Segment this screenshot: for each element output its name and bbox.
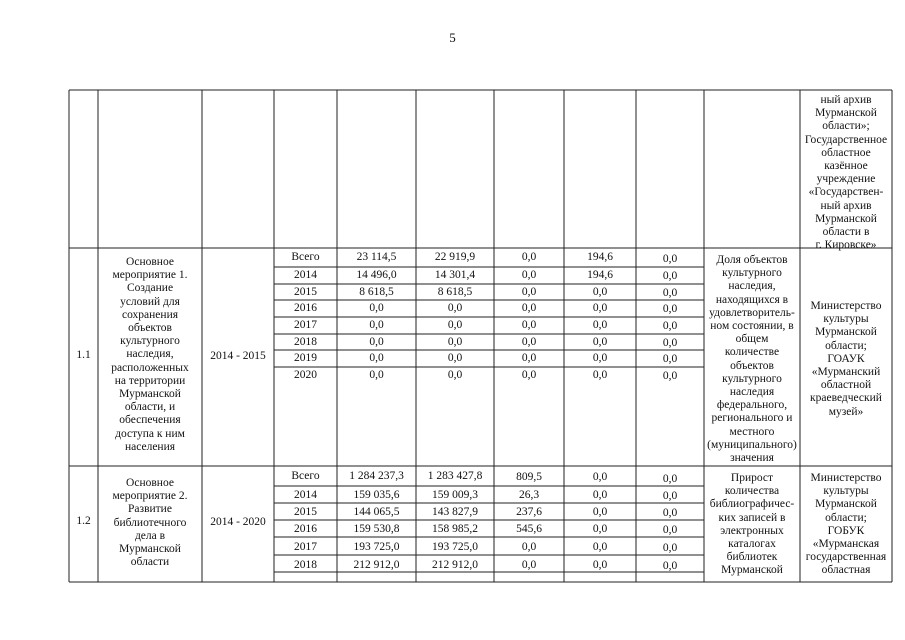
cell-regional: 1 283 427,8 bbox=[427, 470, 483, 482]
cell-local: 0,0 bbox=[592, 319, 608, 331]
cell-regional: 0,0 bbox=[447, 352, 463, 364]
cell-regional: 0,0 bbox=[447, 369, 463, 381]
row-year: 2015 bbox=[294, 286, 317, 298]
cell-regional: 159 009,3 bbox=[432, 489, 478, 501]
cell-other: 0,0 bbox=[662, 473, 678, 485]
cell-federal: 237,6 bbox=[516, 506, 542, 518]
activity-number: 1.2 bbox=[76, 515, 91, 527]
cell-regional: 8 618,5 bbox=[437, 286, 473, 298]
row-year: 2017 bbox=[294, 541, 317, 553]
cell-total: 159 035,6 bbox=[353, 489, 400, 501]
cell-other: 0,0 bbox=[662, 253, 678, 265]
cell-other: 0,0 bbox=[662, 490, 678, 502]
cell-local: 0,0 bbox=[592, 336, 608, 348]
cell-local: 0,0 bbox=[592, 286, 608, 298]
page-number: 5 bbox=[449, 30, 456, 45]
cell-total: 23 114,5 bbox=[356, 251, 397, 263]
cell-other: 0,0 bbox=[662, 303, 678, 315]
cell-federal: 545,6 bbox=[516, 523, 542, 535]
cell-other: 0,0 bbox=[662, 287, 678, 299]
cell-local: 0,0 bbox=[592, 541, 608, 553]
cell-regional: 0,0 bbox=[447, 336, 463, 348]
cell-other: 0,0 bbox=[662, 524, 678, 536]
cell-regional: 158 985,2 bbox=[432, 523, 478, 535]
cell-federal: 0,0 bbox=[521, 541, 537, 553]
cell-total: 0,0 bbox=[369, 302, 384, 314]
activity-period: 2014 - 2015 bbox=[210, 350, 266, 362]
activity-name: Основное мероприятие 2. Развитие библиотечного дела в Мурманской области bbox=[112, 477, 188, 569]
cell-federal: 0,0 bbox=[521, 559, 537, 571]
cell-federal: 0,0 bbox=[521, 251, 537, 263]
row-year: 2018 bbox=[294, 559, 317, 571]
cell-other: 0,0 bbox=[662, 270, 678, 282]
cell-other: 0,0 bbox=[662, 320, 678, 332]
cell-total: 144 065,5 bbox=[353, 506, 400, 518]
cell-local: 0,0 bbox=[592, 471, 608, 483]
cell-other: 0,0 bbox=[662, 507, 678, 519]
cell-federal: 0,0 bbox=[521, 319, 537, 331]
row-year: Всего bbox=[291, 470, 320, 482]
row-year: Всего bbox=[291, 251, 320, 263]
cell-local: 0,0 bbox=[592, 302, 608, 314]
cell-local: 0,0 bbox=[592, 369, 608, 381]
cell-local: 0,0 bbox=[592, 489, 608, 501]
row-year: 2016 bbox=[294, 302, 317, 314]
cell-federal: 809,5 bbox=[516, 471, 542, 483]
row-year: 2016 bbox=[294, 523, 317, 535]
cell-total: 0,0 bbox=[369, 319, 384, 331]
cell-local: 194,6 bbox=[587, 269, 613, 281]
row-year: 2014 bbox=[294, 269, 317, 281]
activity-name: Основное мероприятие 1. Создание условий для сохранения объектов культурного наследия, расположенных на территории Мурманской области, и обеспечения доступа к ним населения bbox=[111, 256, 189, 453]
cell-other: 0,0 bbox=[662, 560, 678, 572]
row-year: 2017 bbox=[294, 319, 317, 331]
cell-regional: 143 827,9 bbox=[432, 506, 478, 518]
cell-total: 14 496,0 bbox=[356, 269, 397, 281]
row-year: 2018 bbox=[294, 336, 317, 348]
cell-other: 0,0 bbox=[662, 337, 678, 349]
cell-federal: 0,0 bbox=[521, 269, 537, 281]
row-year: 2019 bbox=[294, 352, 317, 364]
cell-total: 0,0 bbox=[369, 369, 384, 381]
cell-local: 194,6 bbox=[587, 251, 613, 263]
cell-total: 0,0 bbox=[369, 352, 384, 364]
cell-federal: 0,0 bbox=[521, 352, 537, 364]
responsible-cell: Министерство культуры Мурманской области; ГОБУК «Мурманская государственная областная bbox=[805, 472, 887, 577]
cell-federal: 0,0 bbox=[521, 286, 537, 298]
cell-regional: 212 912,0 bbox=[432, 559, 478, 571]
cell-regional: 0,0 bbox=[447, 302, 463, 314]
row-year: 2020 bbox=[294, 369, 317, 381]
cell-local: 0,0 bbox=[592, 506, 608, 518]
cell-regional: 193 725,0 bbox=[432, 541, 478, 553]
cell-local: 0,0 bbox=[592, 352, 608, 364]
cell-regional: 22 919,9 bbox=[434, 251, 476, 263]
cell-total: 1 284 237,3 bbox=[349, 470, 404, 482]
cell-federal: 0,0 bbox=[521, 369, 537, 381]
cell-total: 193 725,0 bbox=[353, 541, 400, 553]
cell-local: 0,0 bbox=[592, 523, 608, 535]
top-responsible-cell: ный архив Мурманской области»; Государственное областное казённое учреждение «Государствен- ный архив Мурманской области в г. Кировске» bbox=[804, 94, 888, 252]
cell-total: 212 912,0 bbox=[353, 559, 400, 571]
cell-federal: 0,0 bbox=[521, 336, 537, 348]
indicator-cell: Прирост количества библиографичес- ких записей в электронных каталогах библиотек Мурманской bbox=[709, 472, 795, 577]
activity-period: 2014 - 2020 bbox=[210, 516, 266, 528]
cell-federal: 0,0 bbox=[521, 302, 537, 314]
indicator-cell: Доля объектов культурного наследия, находящихся в удовлетворитель- ном состоянии, в общем количестве объектов культурного наследия федерального, регионального и местного (муниципального) значения bbox=[707, 254, 797, 465]
cell-other: 0,0 bbox=[662, 353, 678, 365]
cell-federal: 26,3 bbox=[518, 489, 540, 501]
cell-total: 8 618,5 bbox=[359, 286, 394, 298]
activity-number: 1.1 bbox=[76, 349, 91, 361]
cell-other: 0,0 bbox=[662, 370, 678, 382]
cell-total: 0,0 bbox=[369, 336, 384, 348]
cell-total: 159 530,8 bbox=[353, 523, 400, 535]
cell-other: 0,0 bbox=[662, 542, 678, 554]
responsible-cell: Министерство культуры Мурманской области; ГОАУК «Мурманский областной краеведческий музей» bbox=[810, 300, 882, 418]
cell-local: 0,0 bbox=[592, 559, 608, 571]
row-year: 2014 bbox=[294, 489, 317, 501]
row-year: 2015 bbox=[294, 506, 317, 518]
cell-regional: 14 301,4 bbox=[434, 269, 476, 281]
cell-regional: 0,0 bbox=[447, 319, 463, 331]
